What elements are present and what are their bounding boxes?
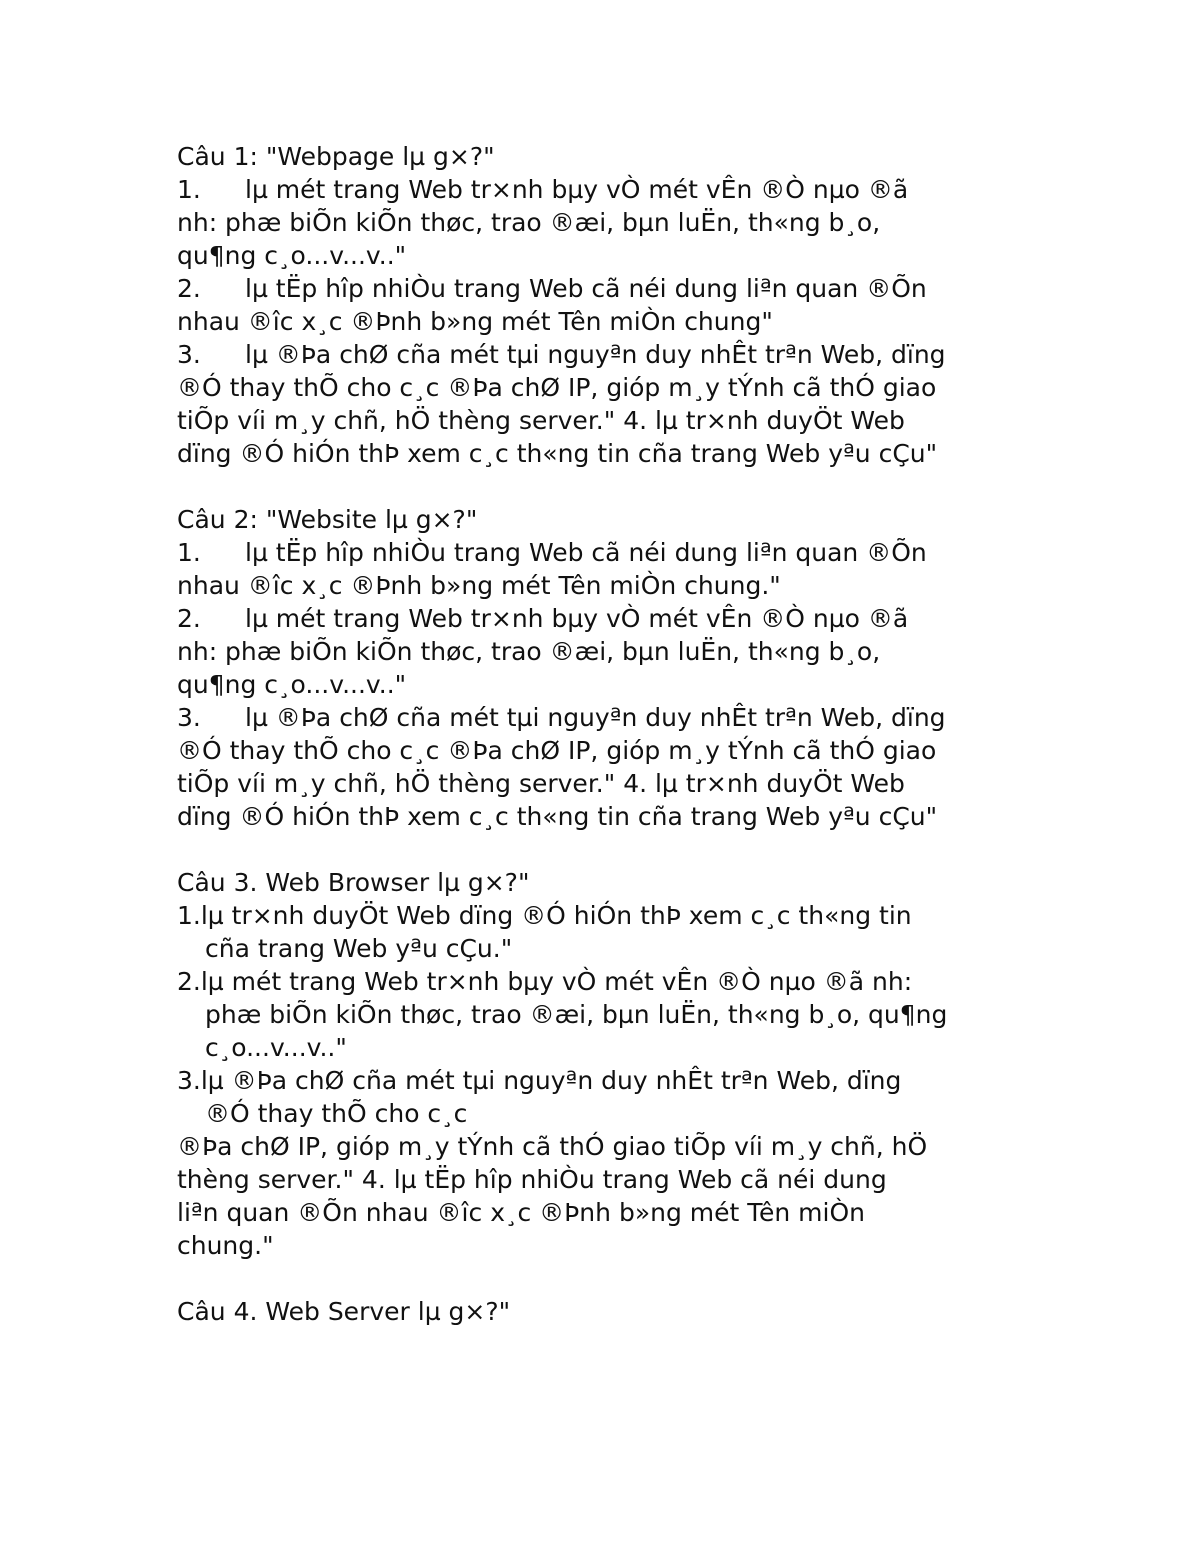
answer-line	[177, 635, 1037, 668]
answer-line	[177, 1196, 1037, 1229]
answer-number: 3.	[177, 703, 201, 732]
answer-number: 3.	[177, 1066, 201, 1095]
answer-line	[177, 338, 1037, 371]
answer-text: lµ ®Þa chØ cña mét tµi nguyªn duy nhÊt trªn Web, dïng	[200, 1066, 902, 1095]
answer-line	[177, 437, 1037, 470]
answer-line	[177, 1097, 1037, 1130]
answer-text: lµ mét trang Web tr×nh bµy vÒ mét vÊn ®Ò nµo ®ã	[245, 604, 909, 633]
answer-text: ®Ó thay thÕ cho c¸c ®Þa chØ IP, gióp m¸y tÝnh cã thÓ giao	[177, 736, 937, 765]
answer-text: dïng ®Ó hiÓn thÞ xem c¸c th«ng tin cña trang Web yªu cÇu"	[177, 802, 938, 831]
answer-text: dïng ®Ó hiÓn thÞ xem c¸c th«ng tin cña trang Web yªu cÇu"	[177, 439, 938, 468]
question-title: Câu 4. Web Server lµ g×?"	[177, 1297, 511, 1326]
answer-line	[177, 371, 1037, 404]
question-block	[177, 866, 1037, 1262]
answer-text: tiÕp víi m¸y chñ, hÖ thèng server." 4. lµ tr×nh duyÖt Web	[177, 406, 905, 435]
answer-text: lµ ®Þa chØ cña mét tµi nguyªn duy nhÊt trªn Web, dïng	[245, 703, 946, 732]
answer-text: phæ biÕn kiÕn thøc, trao ®æi, bµn luËn, th«ng b¸o, qu¶ng	[205, 1000, 948, 1029]
question-block	[177, 140, 1037, 470]
answer-text: c¸o...v...v.."	[205, 1033, 347, 1062]
answer-text: qu¶ng c¸o...v...v.."	[177, 241, 407, 270]
answer-text: nh: phæ biÕn kiÕn thøc, trao ®æi, bµn luËn, th«ng b¸o,	[177, 637, 881, 666]
answer-number: 1.	[177, 175, 201, 204]
answer-number: 1.	[177, 901, 201, 930]
answer-text: nhau ®îc x¸c ®Þnh b»ng mét Tên miÒn chung."	[177, 571, 781, 600]
answer-number: 2.	[177, 967, 201, 996]
answer-line	[177, 701, 1037, 734]
answer-line	[177, 767, 1037, 800]
answer-line	[177, 1163, 1037, 1196]
answer-text: nh: phæ biÕn kiÕn thøc, trao ®æi, bµn luËn, th«ng b¸o,	[177, 208, 881, 237]
answer-line	[177, 239, 1037, 272]
answer-text: tiÕp víi m¸y chñ, hÖ thèng server." 4. lµ tr×nh duyÖt Web	[177, 769, 905, 798]
answer-text: lµ ®Þa chØ cña mét tµi nguyªn duy nhÊt trªn Web, dïng	[245, 340, 946, 369]
answer-text: ®Ó thay thÕ cho c¸c ®Þa chØ IP, gióp m¸y tÝnh cã thÓ giao	[177, 373, 937, 402]
question-title: Câu 2: "Website lµ g×?"	[177, 505, 478, 534]
answer-text: lµ mét trang Web tr×nh bµy vÒ mét vÊn ®Ò nµo ®ã nh:	[200, 967, 913, 996]
answer-line	[177, 899, 1037, 932]
question-title: Câu 1: "Webpage lµ g×?"	[177, 142, 495, 171]
answer-line	[177, 404, 1037, 437]
answer-line	[177, 965, 1037, 998]
answer-line	[177, 1229, 1037, 1262]
answer-text: liªn quan ®Õn nhau ®îc x¸c ®Þnh b»ng mét Tên miÒn	[177, 1198, 866, 1227]
answer-line	[177, 602, 1037, 635]
answer-text: lµ mét trang Web tr×nh bµy vÒ mét vÊn ®Ò nµo ®ã	[245, 175, 909, 204]
answer-text: lµ tr×nh duyÖt Web dïng ®Ó hiÓn thÞ xem c¸c th«ng tin	[200, 901, 912, 930]
answer-text: chung."	[177, 1231, 274, 1260]
answer-line	[177, 668, 1037, 701]
answer-number: 2.	[177, 274, 201, 303]
answer-text: lµ tËp hîp nhiÒu trang Web cã néi dung liªn quan ®Õn	[245, 538, 927, 567]
document-page	[177, 140, 1037, 1361]
answer-line	[177, 800, 1037, 833]
question-title: Câu 3. Web Browser lµ g×?"	[177, 868, 530, 897]
answer-line	[177, 305, 1037, 338]
answer-text: cña trang Web yªu cÇu."	[205, 934, 513, 963]
answer-number: 3.	[177, 340, 201, 369]
answer-number: 1.	[177, 538, 201, 567]
answer-line	[177, 1064, 1037, 1097]
answer-line	[177, 173, 1037, 206]
answer-text: lµ tËp hîp nhiÒu trang Web cã néi dung liªn quan ®Õn	[245, 274, 927, 303]
answer-line	[177, 206, 1037, 239]
answer-text: qu¶ng c¸o...v...v.."	[177, 670, 407, 699]
answer-number: 2.	[177, 604, 201, 633]
answer-text: thèng server." 4. lµ tËp hîp nhiÒu trang Web cã néi dung	[177, 1165, 887, 1194]
answer-line	[177, 536, 1037, 569]
question-block	[177, 503, 1037, 833]
answer-line	[177, 734, 1037, 767]
question-block	[177, 1295, 1037, 1328]
answer-line	[177, 1031, 1037, 1064]
answer-line	[177, 998, 1037, 1031]
answer-line	[177, 1130, 1037, 1163]
answer-text: ®Þa chØ IP, gióp m¸y tÝnh cã thÓ giao tiÕp víi m¸y chñ, hÖ	[177, 1132, 928, 1161]
answer-line	[177, 272, 1037, 305]
answer-text: nhau ®îc x¸c ®Þnh b»ng mét Tên miÒn chung"	[177, 307, 773, 336]
answer-text: ®Ó thay thÕ cho c¸c	[205, 1099, 468, 1128]
answer-line	[177, 932, 1037, 965]
answer-line	[177, 569, 1037, 602]
